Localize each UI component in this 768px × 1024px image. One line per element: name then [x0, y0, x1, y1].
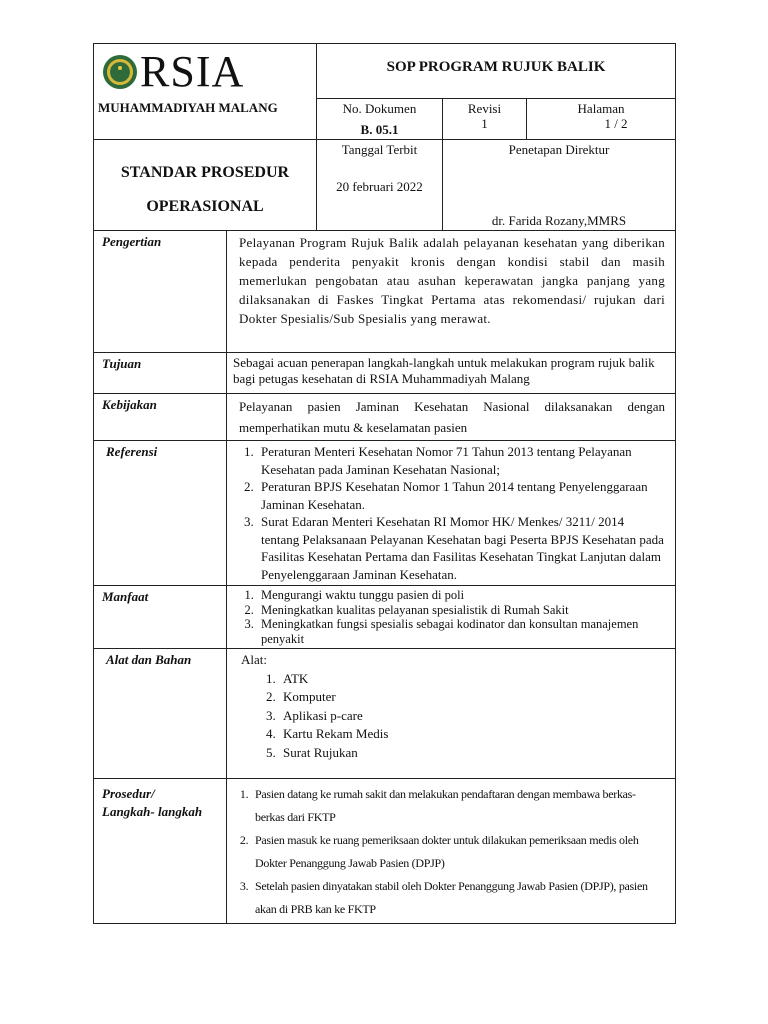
alat-list	[239, 670, 665, 763]
content-table	[93, 231, 676, 924]
alat-label: Alat dan Bahan	[94, 649, 227, 779]
logo-cell	[94, 44, 317, 140]
logo-text: RSIA	[140, 47, 245, 96]
list-item: 1. Pasien datang ke rumah sakit dan melakukan pendaftaran dengan membawa berkas-berkas dari FKTP	[251, 783, 665, 829]
halaman-value: 1 / 2	[604, 116, 628, 131]
revisi-value: 1	[481, 116, 488, 131]
prosedur-label	[94, 779, 227, 924]
prosedur-content	[227, 779, 676, 924]
list-item: 4. Kartu Rekam Medis	[279, 725, 665, 744]
tanggal-value: 20 februari 2022	[336, 179, 423, 194]
list-item: 2. Peraturan BPJS Kesehatan Nomor 1 Tahun 2014 tentang Penyelenggaraan Jaminan Kesehatan.	[257, 478, 665, 513]
kebijakan-text: Pelayanan pasien Jaminan Kesehatan Nasional dilaksanakan dengan memperhatikan mutu & keselamatan pasien	[227, 394, 676, 441]
revisi-label: Revisi	[467, 101, 502, 116]
alat-content	[227, 649, 676, 779]
sop-title: SOP PROGRAM RUJUK BALIK	[317, 44, 676, 99]
halaman-label: Halaman	[577, 101, 625, 116]
list-item: 3. Setelah pasien dinyatakan stabil oleh Dokter Penanggung Jawab Pasien (DPJP), pasien akan di PRB kan ke FKTP	[251, 875, 665, 921]
halaman-cell	[527, 99, 676, 140]
referensi-list	[231, 443, 665, 583]
no-dokumen-label: No. Dokumen	[342, 101, 417, 116]
manfaat-content	[227, 586, 676, 649]
alat-intro: Alat:	[241, 652, 267, 667]
manfaat-label: Manfaat	[94, 586, 227, 649]
prosedur-label-line2: Langkah- langkah	[102, 804, 203, 819]
prosedur-list	[227, 783, 665, 921]
list-item: 1. ATK	[279, 670, 665, 689]
list-item: 2. Komputer	[279, 688, 665, 707]
tujuan-label: Tujuan	[94, 353, 227, 394]
tujuan-text: Sebagai acuan penerapan langkah-langkah untuk melakukan program rujuk balik bagi petugas kesehatan di RSIA Muhammadiyah Malang	[227, 353, 676, 394]
referensi-content	[227, 441, 676, 586]
list-item: 3. Surat Edaran Menteri Kesehatan RI Momor HK/ Menkes/ 3211/ 2014 tentang Pelaksanaan Pelayanan Kesehatan bagi Peserta BPJS Kesehatan pada Fasilitas Kesehatan Pertama dan Fasilitas Kesehatan Tingkat Lanjutan dalam Penyelenggaraan Jaminan Kesehatan.	[257, 513, 665, 583]
list-item: 2. Meningkatkan kualitas pelayanan spesialistik di Rumah Sakit	[257, 603, 665, 618]
list-item: 2. Pasien masuk ke ruang pemeriksaan dokter untuk dilakukan pemeriksaan medis oleh Dokter Penanggung Jawab Pasien (DPJP)	[251, 829, 665, 875]
referensi-label: Referensi	[94, 441, 227, 586]
penetapan-cell	[443, 140, 676, 231]
list-item: 3. Meningkatkan fungsi spesialis sebagai kodinator dan konsultan manajemen penyakit	[257, 617, 665, 646]
muhammadiyah-logo-icon	[102, 54, 138, 90]
tanggal-terbit-cell	[317, 140, 443, 231]
sop-document	[93, 43, 675, 924]
org-name: MUHAMMADIYAH MALANG	[98, 100, 278, 115]
manfaat-list	[231, 588, 665, 646]
std-line1: STANDAR PROSEDUR	[120, 164, 290, 181]
list-item: 3. Aplikasi p-care	[279, 707, 665, 726]
header-table	[93, 43, 676, 231]
list-item: 1. Mengurangi waktu tunggu pasien di poli	[257, 588, 665, 603]
list-item: 5. Surat Rujukan	[279, 744, 665, 763]
direktur-name: dr. Farida Rozany,MMRS	[491, 213, 627, 228]
std-line2: OPERASIONAL	[146, 198, 264, 215]
list-item: 1. Peraturan Menteri Kesehatan Nomor 71 Tahun 2013 tentang Pelayanan Kesehatan pada Jaminan Kesehatan Nasional;	[257, 443, 665, 478]
revisi-cell	[443, 99, 527, 140]
no-dokumen-cell	[317, 99, 443, 140]
penetapan-label: Penetapan Direktur	[508, 142, 610, 157]
no-dokumen-value: B. 05.1	[360, 122, 399, 137]
kebijakan-label: Kebijakan	[94, 394, 227, 441]
pengertian-text: Pelayanan Program Rujuk Balik adalah pelayanan kesehatan yang diberikan kepada penderita penyakit kronis dengan kondisi stabil dan masih memerlukan pengobatan atau asuhan keperawatan jangka panjang yang dilaksanakan di Faskes Tingkat Pertama atas rekomendasi/ rujukan dari Dokter Spesialis/Sub Spesialis yang merawat.	[227, 231, 676, 353]
pengertian-label: Pengertian	[94, 231, 227, 353]
tanggal-label: Tanggal Terbit	[341, 142, 418, 157]
standar-prosedur-cell	[94, 140, 317, 231]
prosedur-label-line1: Prosedur/	[102, 786, 155, 801]
